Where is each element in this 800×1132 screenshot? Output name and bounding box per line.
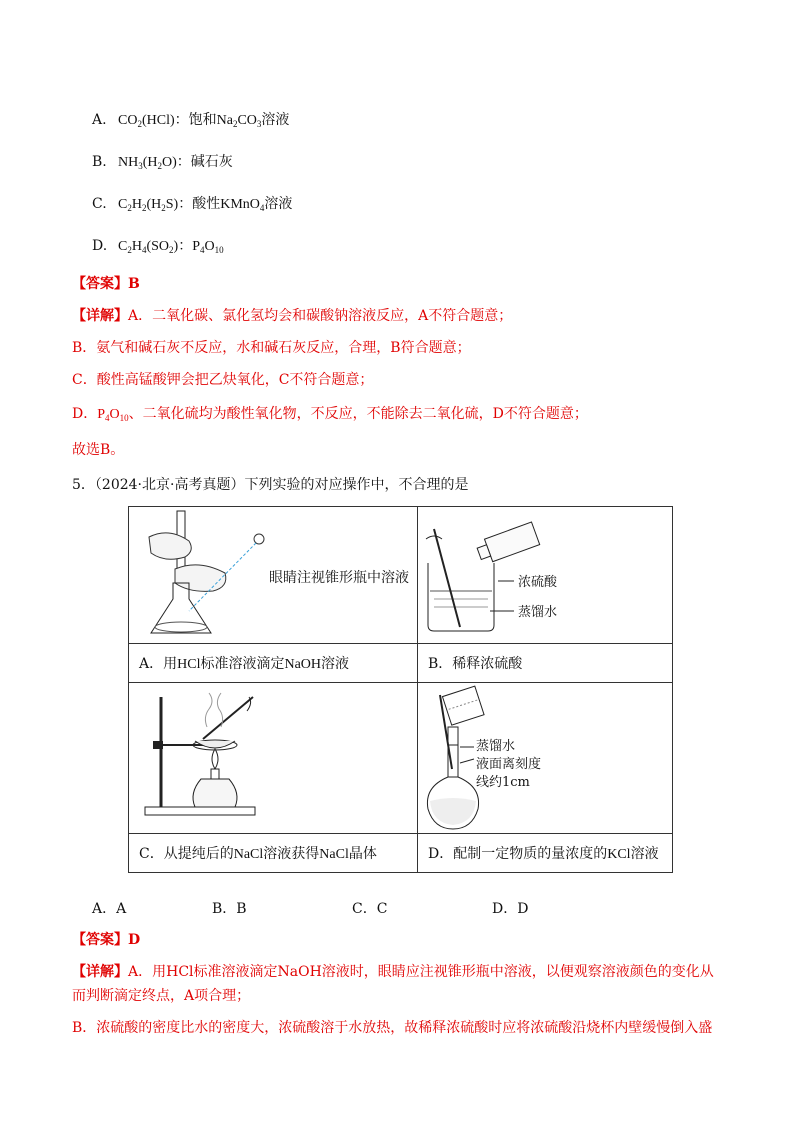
choice-d: D．D [492,901,529,917]
label-about-1cm: 线约1cm [476,775,530,790]
choice-b: B．B [212,901,247,917]
detail-5-line-3: B．浓硫酸的密度比水的密度大，浓硫酸溶于水放热，故稀释浓硫酸时应将浓硫酸沿烧杯内壁缓慢倒入盛 [72,1020,713,1036]
option-a: A. $CO_2(HCl)$：饱和$Na_2CO_3$溶液 [92,112,290,129]
detail-prev-line-2: B．氨气和碱石灰不反应，水和碱石灰反应，合理，B符合题意； [72,340,471,356]
option-d: D. $C_2H_4(SO_2)$：$P_4O_{10}$ [92,238,224,255]
cell-image-a [129,507,418,644]
detail-prev-line-4: D．$P_4O_{10}$、二氧化硫均为酸性氧化物，不反应，不能除去二氧化硫，D不符合题意； [72,406,588,423]
cell-image-c [129,683,418,834]
choice-a: A．A [92,901,127,917]
option-c: C. $C_2H_2(H_2S)$：酸性KMnO$_4$溶液 [92,196,293,213]
caption-d: D．配制一定物质的量浓度的KCl溶液 [418,834,673,873]
option-b: B. $NH_3(H_2O)$：碱石灰 [92,154,233,171]
choice-c: C．C [352,901,388,917]
label-distilled-water-d: 蒸馏水 [476,739,516,754]
caption-c: C．从提纯后的NaCl溶液获得NaCl晶体 [129,834,418,873]
volumetric-flask-illustration [418,683,672,833]
detail-5-line-2: 而判断滴定终点，A项合理； [72,988,251,1004]
experiment-table [128,506,673,873]
evaporation-illustration [129,683,417,833]
label-below-mark: 液面离刻度 [476,757,542,772]
caption-a: A．用HCl标准溶液滴定NaOH溶液 [129,644,418,683]
detail-5-line-1: 【详解】A．用HCl标准溶液滴定NaOH溶液时，眼睛应注视锥形瓶中溶液，以便观察溶液颜色的变化从 [72,964,714,980]
cell-image-b [418,507,673,644]
label-conc-acid: 浓硫酸 [518,575,558,590]
detail-prev-line-1: 【详解】A．二氧化碳、氯化氢均会和碳酸钠溶液反应，A不符合题意； [72,308,513,324]
answer-5: 【答案】D [72,932,141,948]
label-eyes-on-flask: 眼睛注视锥形瓶中溶液 [269,570,409,586]
caption-b: B．稀释浓硫酸 [418,644,673,683]
question-5: 5．（2024·北京·高考真题）下列实验的对应操作中，不合理的是 [72,477,469,493]
answer-prev: 【答案】B [72,276,140,292]
cell-image-d [418,683,673,834]
label-distilled-water-b: 蒸馏水 [518,605,558,620]
detail-prev-line-3: C．酸性高锰酸钾会把乙炔氧化，C不符合题意； [72,372,374,388]
detail-prev-line-5: 故选B。 [72,442,125,458]
choice-list [92,898,592,918]
